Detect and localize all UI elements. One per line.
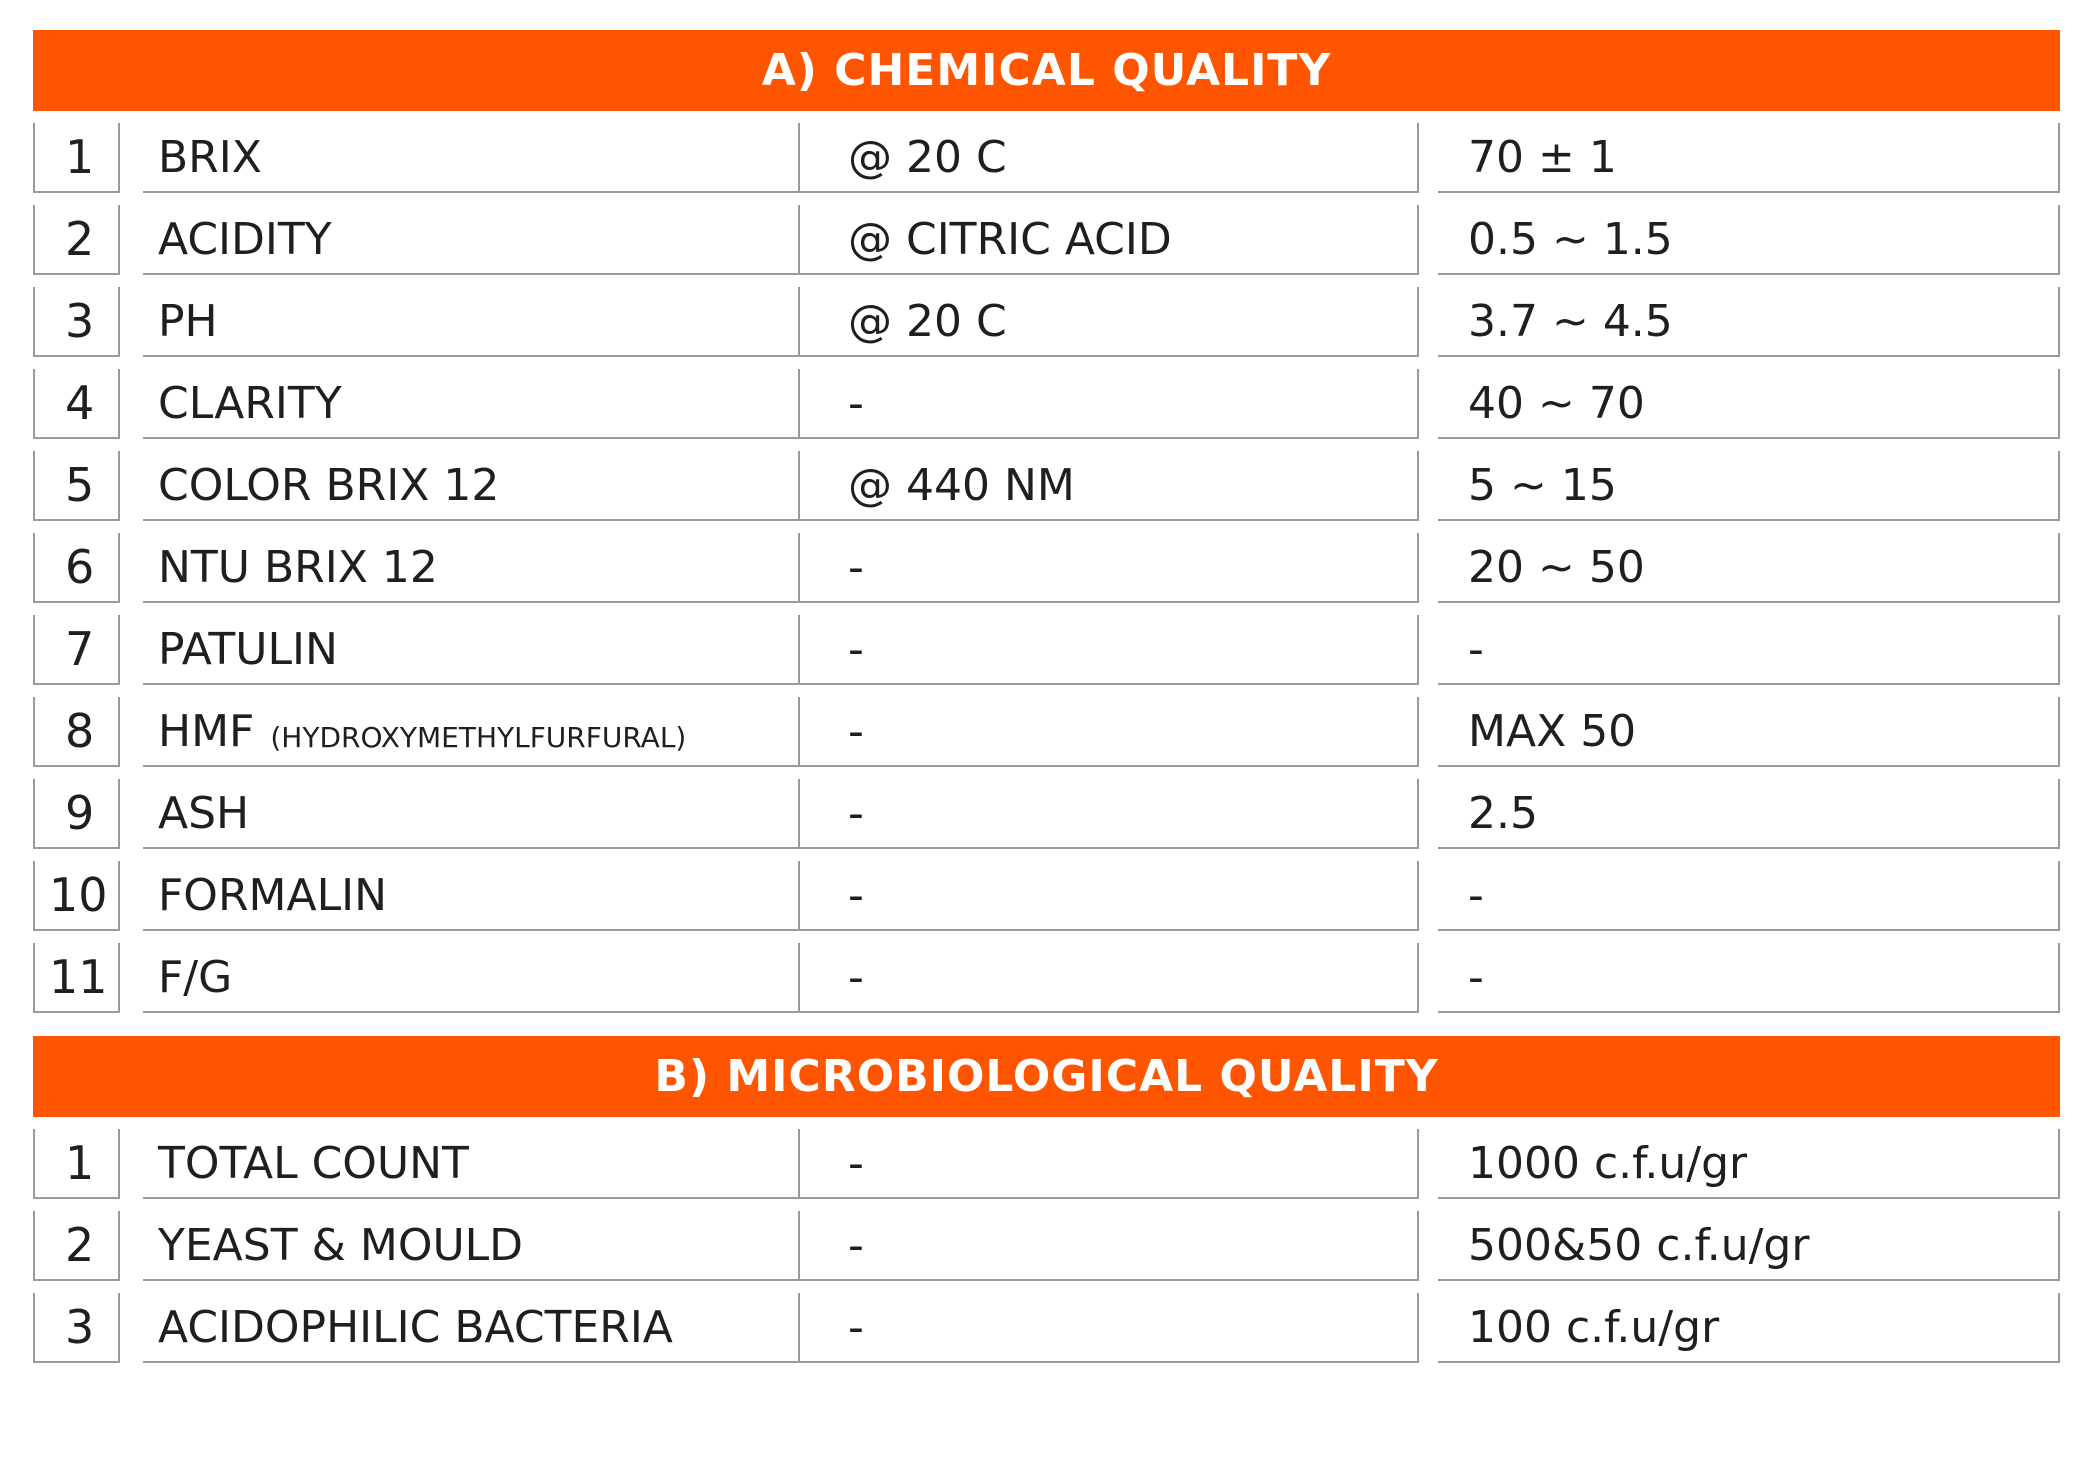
parameter-name: HMF	[158, 705, 255, 757]
condition-text: @ CITRIC ACID	[848, 213, 1172, 265]
parameter-name-cell	[143, 697, 800, 767]
row-number: 1	[65, 130, 95, 184]
parameter-name: PATULIN	[158, 623, 338, 675]
value-text: 5 ~ 15	[1468, 459, 1617, 511]
table-row	[33, 533, 2060, 615]
condition-cell	[790, 1293, 1419, 1363]
row-number: 9	[65, 786, 95, 840]
parameter-name-cell	[143, 943, 800, 1013]
row-number-cell	[33, 533, 120, 603]
parameter-name: ACIDOPHILIC BACTERIA	[158, 1301, 673, 1353]
condition-cell	[790, 615, 1419, 685]
condition-cell	[790, 1211, 1419, 1281]
value-text: 3.7 ~ 4.5	[1468, 295, 1673, 347]
table-row	[33, 1293, 2060, 1375]
row-number: 5	[65, 458, 95, 512]
value-text: 2.5	[1468, 787, 1538, 839]
table-row	[33, 205, 2060, 287]
parameter-name-cell	[143, 1129, 800, 1199]
value-cell	[1438, 615, 2060, 685]
parameter-name: PH	[158, 295, 218, 347]
microbiological-quality-rows	[33, 1129, 2060, 1375]
condition-cell	[790, 369, 1419, 439]
row-number-cell	[33, 1129, 120, 1199]
parameter-name: F/G	[158, 951, 233, 1003]
condition-text: @ 20 C	[848, 295, 1007, 347]
parameter-name-cell	[143, 861, 800, 931]
value-text: 100 c.f.u/gr	[1468, 1301, 1720, 1353]
condition-text: -	[848, 787, 864, 839]
condition-text: -	[848, 1137, 864, 1189]
chemical-quality-rows	[33, 123, 2060, 1025]
row-number: 10	[49, 868, 108, 922]
value-text: 500&50 c.f.u/gr	[1468, 1219, 1810, 1271]
value-text: 70 ± 1	[1468, 131, 1617, 183]
condition-cell	[790, 123, 1419, 193]
row-number: 8	[65, 704, 95, 758]
row-number-cell	[33, 861, 120, 931]
value-cell	[1438, 1211, 2060, 1281]
value-cell	[1438, 533, 2060, 603]
table-row	[33, 861, 2060, 943]
table-row	[33, 779, 2060, 861]
parameter-name: NTU BRIX 12	[158, 541, 438, 593]
condition-text: -	[848, 705, 864, 757]
microbiological-quality-section	[33, 1036, 2060, 1375]
parameter-name: TOTAL COUNT	[158, 1137, 469, 1189]
condition-text: -	[848, 951, 864, 1003]
condition-cell	[790, 943, 1419, 1013]
table-row	[33, 123, 2060, 205]
table-row	[33, 1211, 2060, 1293]
table-row	[33, 943, 2060, 1025]
value-text: -	[1468, 951, 1484, 1003]
condition-cell	[790, 533, 1419, 603]
parameter-name-cell	[143, 287, 800, 357]
parameter-name: YEAST & MOULD	[158, 1219, 524, 1271]
parameter-note: (HYDROXYMETHYLFURFURAL)	[270, 720, 687, 754]
value-cell	[1438, 205, 2060, 275]
condition-text: -	[848, 541, 864, 593]
condition-text: -	[848, 1301, 864, 1353]
value-text: 0.5 ~ 1.5	[1468, 213, 1673, 265]
condition-text: -	[848, 1219, 864, 1271]
value-cell	[1438, 1129, 2060, 1199]
condition-cell	[790, 1129, 1419, 1199]
condition-text: @ 440 NM	[848, 459, 1075, 511]
condition-cell	[790, 451, 1419, 521]
row-number-cell	[33, 451, 120, 521]
value-cell	[1438, 779, 2060, 849]
row-number-cell	[33, 1293, 120, 1363]
row-number-cell	[33, 943, 120, 1013]
value-cell	[1438, 451, 2060, 521]
row-number: 2	[65, 1218, 95, 1272]
row-number-cell	[33, 123, 120, 193]
value-text: -	[1468, 623, 1484, 675]
parameter-name-cell	[143, 779, 800, 849]
value-cell	[1438, 943, 2060, 1013]
value-cell	[1438, 1293, 2060, 1363]
row-number: 3	[65, 294, 95, 348]
table-row	[33, 451, 2060, 533]
parameter-name-cell	[143, 123, 800, 193]
parameter-name-cell	[143, 369, 800, 439]
condition-text: -	[848, 869, 864, 921]
table-row	[33, 1129, 2060, 1211]
condition-cell	[790, 779, 1419, 849]
value-cell	[1438, 697, 2060, 767]
row-number-cell	[33, 779, 120, 849]
row-number-cell	[33, 1211, 120, 1281]
condition-text: -	[848, 377, 864, 429]
parameter-name-cell	[143, 615, 800, 685]
table-row	[33, 369, 2060, 451]
condition-cell	[790, 861, 1419, 931]
row-number-cell	[33, 287, 120, 357]
row-number: 3	[65, 1300, 95, 1354]
row-number: 2	[65, 212, 95, 266]
microbiological-quality-header: B) MICROBIOLOGICAL QUALITY	[33, 1036, 2060, 1117]
chemical-quality-header: A) CHEMICAL QUALITY	[33, 30, 2060, 111]
condition-cell	[790, 287, 1419, 357]
value-cell	[1438, 369, 2060, 439]
parameter-name-cell	[143, 451, 800, 521]
value-text: -	[1468, 869, 1484, 921]
parameter-name: COLOR BRIX 12	[158, 459, 500, 511]
row-number: 6	[65, 540, 95, 594]
condition-cell	[790, 697, 1419, 767]
parameter-name-cell	[143, 1293, 800, 1363]
table-row	[33, 615, 2060, 697]
parameter-name-cell	[143, 1211, 800, 1281]
table-row	[33, 697, 2060, 779]
value-text: 20 ~ 50	[1468, 541, 1645, 593]
parameter-name-cell	[143, 205, 800, 275]
row-number-cell	[33, 615, 120, 685]
parameter-name: CLARITY	[158, 377, 342, 429]
value-text: 1000 c.f.u/gr	[1468, 1137, 1748, 1189]
value-cell	[1438, 861, 2060, 931]
table-row	[33, 287, 2060, 369]
row-number-cell	[33, 369, 120, 439]
row-number: 11	[49, 950, 108, 1004]
condition-text: -	[848, 623, 864, 675]
row-number: 7	[65, 622, 95, 676]
parameter-name: ASH	[158, 787, 250, 839]
row-number-cell	[33, 205, 120, 275]
condition-cell	[790, 205, 1419, 275]
row-number: 1	[65, 1136, 95, 1190]
parameter-name: ACIDITY	[158, 213, 332, 265]
value-cell	[1438, 123, 2060, 193]
parameter-name: BRIX	[158, 131, 262, 183]
parameter-name-cell	[143, 533, 800, 603]
parameter-name: FORMALIN	[158, 869, 387, 921]
value-text: MAX 50	[1468, 705, 1637, 757]
value-text: 40 ~ 70	[1468, 377, 1645, 429]
row-number: 4	[65, 376, 95, 430]
condition-text: @ 20 C	[848, 131, 1007, 183]
row-number-cell	[33, 697, 120, 767]
value-cell	[1438, 287, 2060, 357]
chemical-quality-section	[33, 30, 2060, 1025]
